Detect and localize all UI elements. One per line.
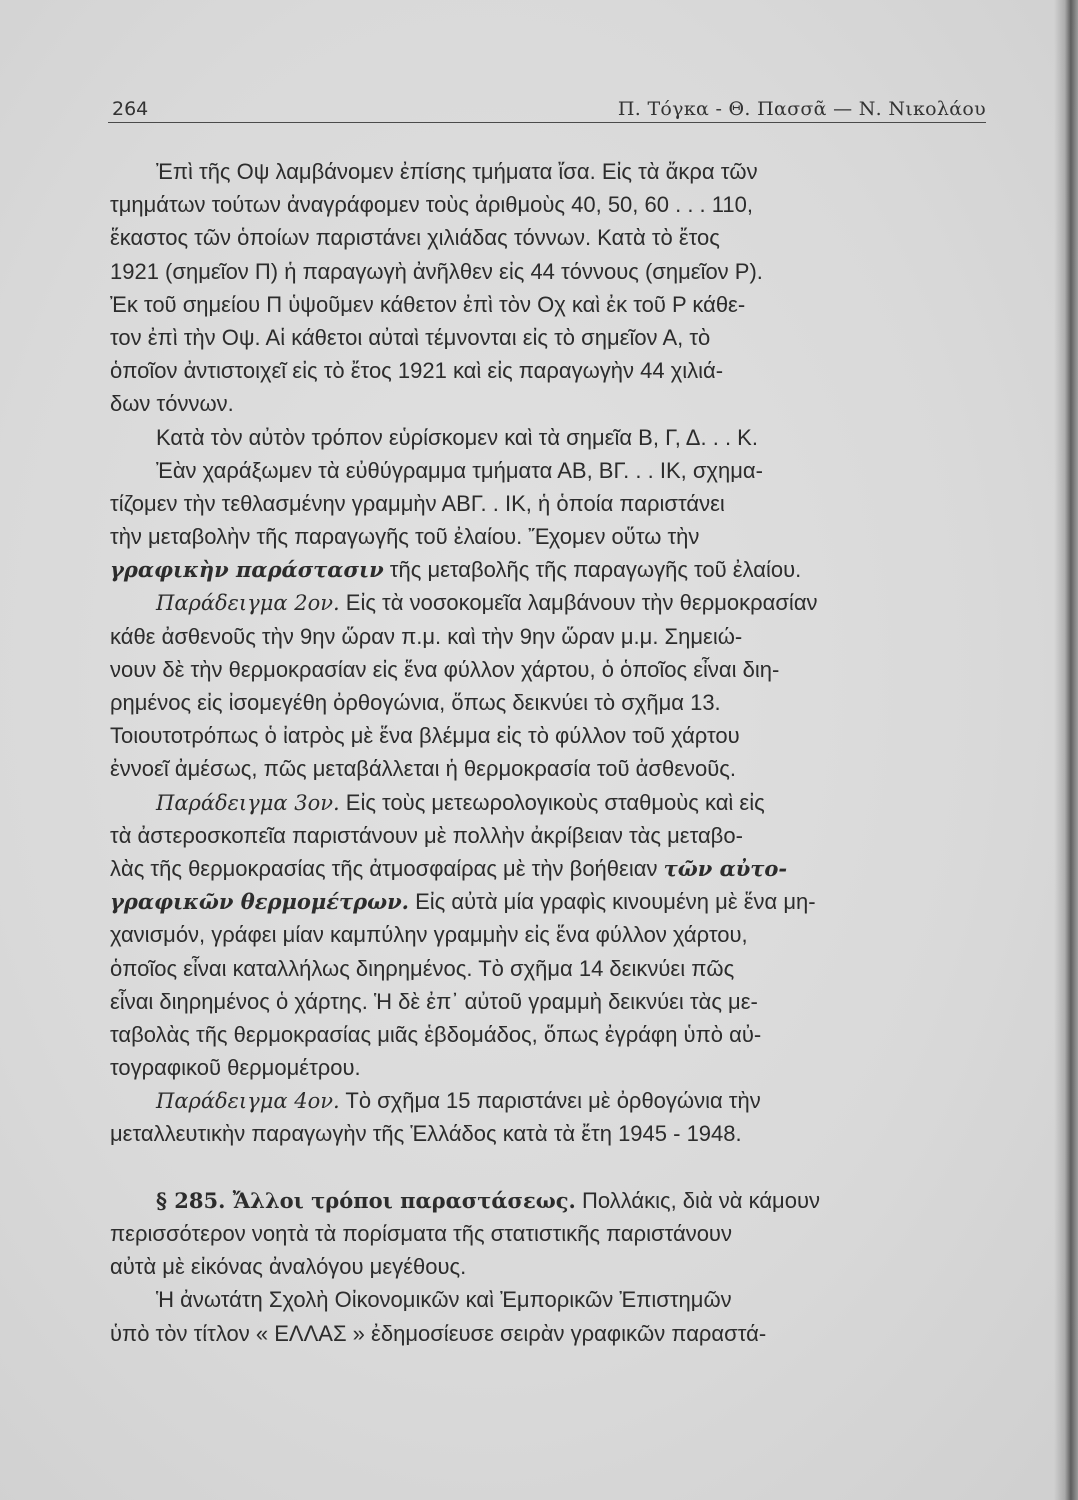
running-header [108, 92, 986, 123]
text-line-content [156, 1287, 732, 1312]
text-line-content [110, 989, 758, 1014]
text-segment: χανισμόν, γράφει μίαν καμπύλην γραμμὴν εἰς ἕνα φύλλον χάρτου, [110, 922, 748, 948]
text-line-content [110, 259, 763, 284]
text-line [110, 586, 986, 619]
text-line-content [110, 856, 787, 881]
text-segment: εἶναι διηρημένος ὁ χάρτης. Ἡ δὲ ἐπ᾿ αὐτοῦ γραμμὴ δεικνύει τὰς με- [110, 988, 758, 1014]
text-line-content [110, 557, 801, 582]
text-segment: Πολλάκις, διὰ νὰ κάμουν [575, 1187, 820, 1213]
paragraph [110, 786, 986, 1085]
text-line [110, 885, 986, 918]
text-segment: ρημένος εἰς ἰσομεγέθη ὀρθογώνια, ὅπως δεικνύει τὸ σχῆμα 13. [110, 690, 721, 715]
text-line-content [156, 1188, 820, 1213]
text-line-content [110, 922, 748, 947]
text-line [110, 719, 986, 752]
text-line-content [110, 1121, 742, 1146]
text-line [110, 1018, 986, 1051]
text-segment: ὁποῖον ἀντιστοιχεῖ εἰς τὸ ἔτος 1921 καὶ εἰς παραγωγὴν 44 χιλιά- [110, 358, 724, 384]
text-segment: ὑπὸ τὸν τίτλον « ΕΛΛΑΣ » ἐδημοσίευσε σειρὰν γραφικῶν παραστά- [110, 1320, 767, 1346]
paragraph [110, 586, 986, 785]
text-line [110, 1184, 986, 1217]
text-line [110, 520, 986, 553]
text-line-content [110, 325, 710, 350]
text-line [110, 454, 986, 487]
text-line-content [110, 889, 816, 914]
text-line [110, 1317, 986, 1350]
text-segment: ἐννοεῖ ἀμέσως, πῶς μεταβάλλεται ἡ θερμοκρασία τοῦ ἀσθενοῦς. [110, 756, 736, 782]
example-label: Παράδειγμα 4ον. [156, 1089, 340, 1114]
text-segment: Εἰς τὰ νοσοκομεῖα λαμβάνουν τὴν θερμοκρασίαν [339, 590, 818, 616]
text-segment: Ἐὰν χαράξωμεν τὰ εὐθύγραμμα τμήματα ΑΒ, ΒΓ. . . ΙΚ, σχημα- [156, 457, 763, 483]
emphasized-term: γραφικὴν παράστασιν [110, 557, 384, 583]
text-line-content [110, 657, 779, 682]
text-line-content [110, 1022, 761, 1047]
text-line-content [156, 790, 765, 815]
text-segment: λὰς τῆς θερμοκρασίας τῆς ἀτμοσφαίρας μὲ τὴν βοήθειαν [110, 855, 664, 881]
text-line [110, 1250, 986, 1283]
text-line-content [110, 358, 723, 383]
emphasized-term: γραφικῶν θερμομέτρων. [110, 889, 409, 915]
text-segment: Εἰς αὐτὰ μία γραφὶς κινουμένη μὲ ἕνα μη- [409, 889, 816, 915]
text-segment: ταβολὰς τῆς θερμοκρασίας μιᾶς ἑβδομάδος, ὅπως ἐγράφη ὑπὸ αὐ- [110, 1021, 762, 1047]
text-line-content [110, 956, 734, 981]
text-line [110, 918, 986, 951]
text-line-content [110, 1055, 361, 1080]
text-segment: Εἰς τοὺς μετεωρολογικοὺς σταθμοὺς καὶ εἰς [339, 789, 765, 815]
text-line [110, 487, 986, 520]
paragraph [110, 421, 986, 454]
emphasized-term: τῶν αὐτο- [663, 855, 788, 881]
text-line-content [110, 391, 234, 416]
text-line-content [156, 1088, 761, 1113]
text-segment: Ἐκ τοῦ σημείου Π ὑψοῦμεν κάθετον ἐπὶ τὸν Οχ καὶ ἐκ τοῦ Ρ κάθε- [110, 291, 746, 317]
text-line [110, 321, 986, 354]
section-heading: § 285. Ἄλλοι τρόποι παραστάσεως. [156, 1187, 576, 1213]
text-line [110, 1051, 986, 1084]
text-line-content [110, 524, 699, 549]
text-segment: τογραφικοῦ θερμομέτρου. [110, 1055, 361, 1081]
text-segment: Ἡ ἀνωτάτη Σχολὴ Οἰκονομικῶν καὶ Ἐμπορικῶν Ἐπιστημῶν [156, 1287, 732, 1313]
text-line-content [110, 723, 740, 748]
body-text [110, 155, 986, 1350]
text-line [110, 686, 986, 719]
paragraph [110, 454, 986, 587]
text-segment: περισσότερον νοητὰ τὰ πορίσματα τῆς στατιστικῆς παριστάνουν [110, 1221, 732, 1246]
text-segment: τον ἐπὶ τὴν Οψ. Αἱ κάθετοι αὐταὶ τέμνονται εἰς τὸ σημεῖον Α, τὸ [110, 324, 711, 350]
running-title: Π. Τόγκα - Θ. Πασσᾶ — Ν. Νικολάου [617, 98, 986, 120]
text-line [110, 620, 986, 653]
text-segment: ἕκαστος τῶν ὁποίων παριστάνει χιλιάδας τόννων. Κατὰ τὸ ἔτος [110, 225, 720, 251]
text-line [110, 1084, 986, 1117]
text-segment: Κατὰ τὸν αὐτὸν τρόπον εὑρίσκομεν καὶ τὰ σημεῖα Β, Γ, Δ. . . Κ. [156, 424, 758, 450]
text-line-content [110, 1221, 732, 1246]
example-label: Παράδειγμα 2ον. [156, 591, 340, 616]
text-line [110, 387, 986, 420]
text-segment: Τοιουτοτρόπως ὁ ἰατρὸς μὲ ἕνα βλέμμα εἰς τὸ φύλλον τοῦ χάρτου [110, 723, 740, 749]
text-line [110, 653, 986, 686]
text-line [110, 221, 986, 254]
text-line [110, 155, 986, 188]
text-line-content [110, 624, 742, 649]
text-line-content [110, 756, 736, 781]
paragraph [110, 1084, 986, 1150]
text-line-content [156, 425, 758, 450]
text-line-content [110, 690, 721, 715]
text-line [110, 852, 986, 885]
text-segment: τίζομεν τὴν τεθλασμένην γραμμὴν ΑΒΓ. . ΙΚ, ἡ ὁποία παριστάνει [110, 490, 725, 516]
text-line-content [110, 192, 753, 217]
text-segment: Ἐπὶ τῆς Οψ λαμβάνομεν ἐπίσης τμήματα ἴσα. Εἰς τὰ ἄκρα τῶν [156, 159, 758, 184]
text-section [110, 155, 986, 1151]
text-segment: αὐτὰ μὲ εἰκόνας ἀναλόγου μεγέθους. [110, 1254, 467, 1280]
text-segment: δων τόννων. [110, 391, 234, 417]
text-segment: τῆς μεταβολῆς τῆς παραγωγῆς τοῦ ἐλαίου. [383, 557, 802, 583]
text-segment: μεταλλευτικὴν παραγωγὴν τῆς Ἑλλάδος κατὰ τὰ ἔτη 1945 - 1948. [110, 1121, 742, 1147]
paragraph [110, 155, 986, 421]
text-segment: νουν δὲ τὴν θερμοκρασίαν εἰς ἕνα φύλλον χάρτου, ὁ ὁποῖος εἶναι διη- [110, 656, 780, 682]
text-line-content [110, 491, 725, 516]
text-line-content [110, 823, 743, 848]
text-line [110, 1283, 986, 1316]
text-line [110, 952, 986, 985]
text-segment: Τὸ σχῆμα 15 παριστάνει μὲ ὀρθογώνια τὴν [339, 1088, 761, 1114]
text-line-content [110, 292, 745, 317]
text-line [110, 819, 986, 852]
text-line [110, 786, 986, 819]
text-line [110, 1117, 986, 1150]
example-label: Παράδειγμα 3ον. [156, 790, 340, 815]
text-line [110, 553, 986, 586]
text-line [110, 188, 986, 221]
page-edge-shadow [1054, 0, 1078, 1500]
text-line [110, 752, 986, 785]
text-line [110, 1217, 986, 1250]
text-segment: τὴν μεταβολὴν τῆς παραγωγῆς τοῦ ἐλαίου. Ἔχομεν οὕτω τὴν [110, 524, 700, 550]
text-line-content [156, 590, 818, 615]
text-line [110, 421, 986, 454]
text-segment: τμημάτων τούτων ἀναγράφομεν τοὺς ἀριθμοὺς 40, 50, 60 . . . 110, [110, 192, 753, 218]
text-line-content [110, 1254, 466, 1279]
text-segment: ὁποῖος εἶναι καταλλήλως διηρημένος. Τὸ σχῆμα 14 δεικνύει πῶς [110, 955, 735, 981]
text-segment: 1921 (σημεῖον Π) ἡ παραγωγὴ ἀνῆλθεν εἰς 44 τόννους (σημεῖον Ρ). [110, 258, 763, 284]
text-line-content [156, 159, 758, 184]
text-line-content [110, 1321, 766, 1346]
paragraph [110, 1283, 986, 1349]
text-line [110, 288, 986, 321]
text-line-content [156, 458, 763, 483]
text-segment: τὰ ἀστεροσκοπεῖα παριστάνουν μὲ πολλὴν ἀκρίβειαν τὰς μεταβο- [110, 822, 743, 848]
text-line-content [110, 225, 720, 250]
text-segment: κάθε ἀσθενοῦς τὴν 9ην ὥραν π.μ. καὶ τὴν 9ην ὥραν μ.μ. Σημειώ- [110, 623, 743, 649]
text-line [110, 255, 986, 288]
paragraph [110, 1184, 986, 1284]
text-section [110, 1184, 986, 1350]
text-line [110, 354, 986, 387]
page-number: 264 [112, 98, 149, 120]
text-line [110, 985, 986, 1018]
